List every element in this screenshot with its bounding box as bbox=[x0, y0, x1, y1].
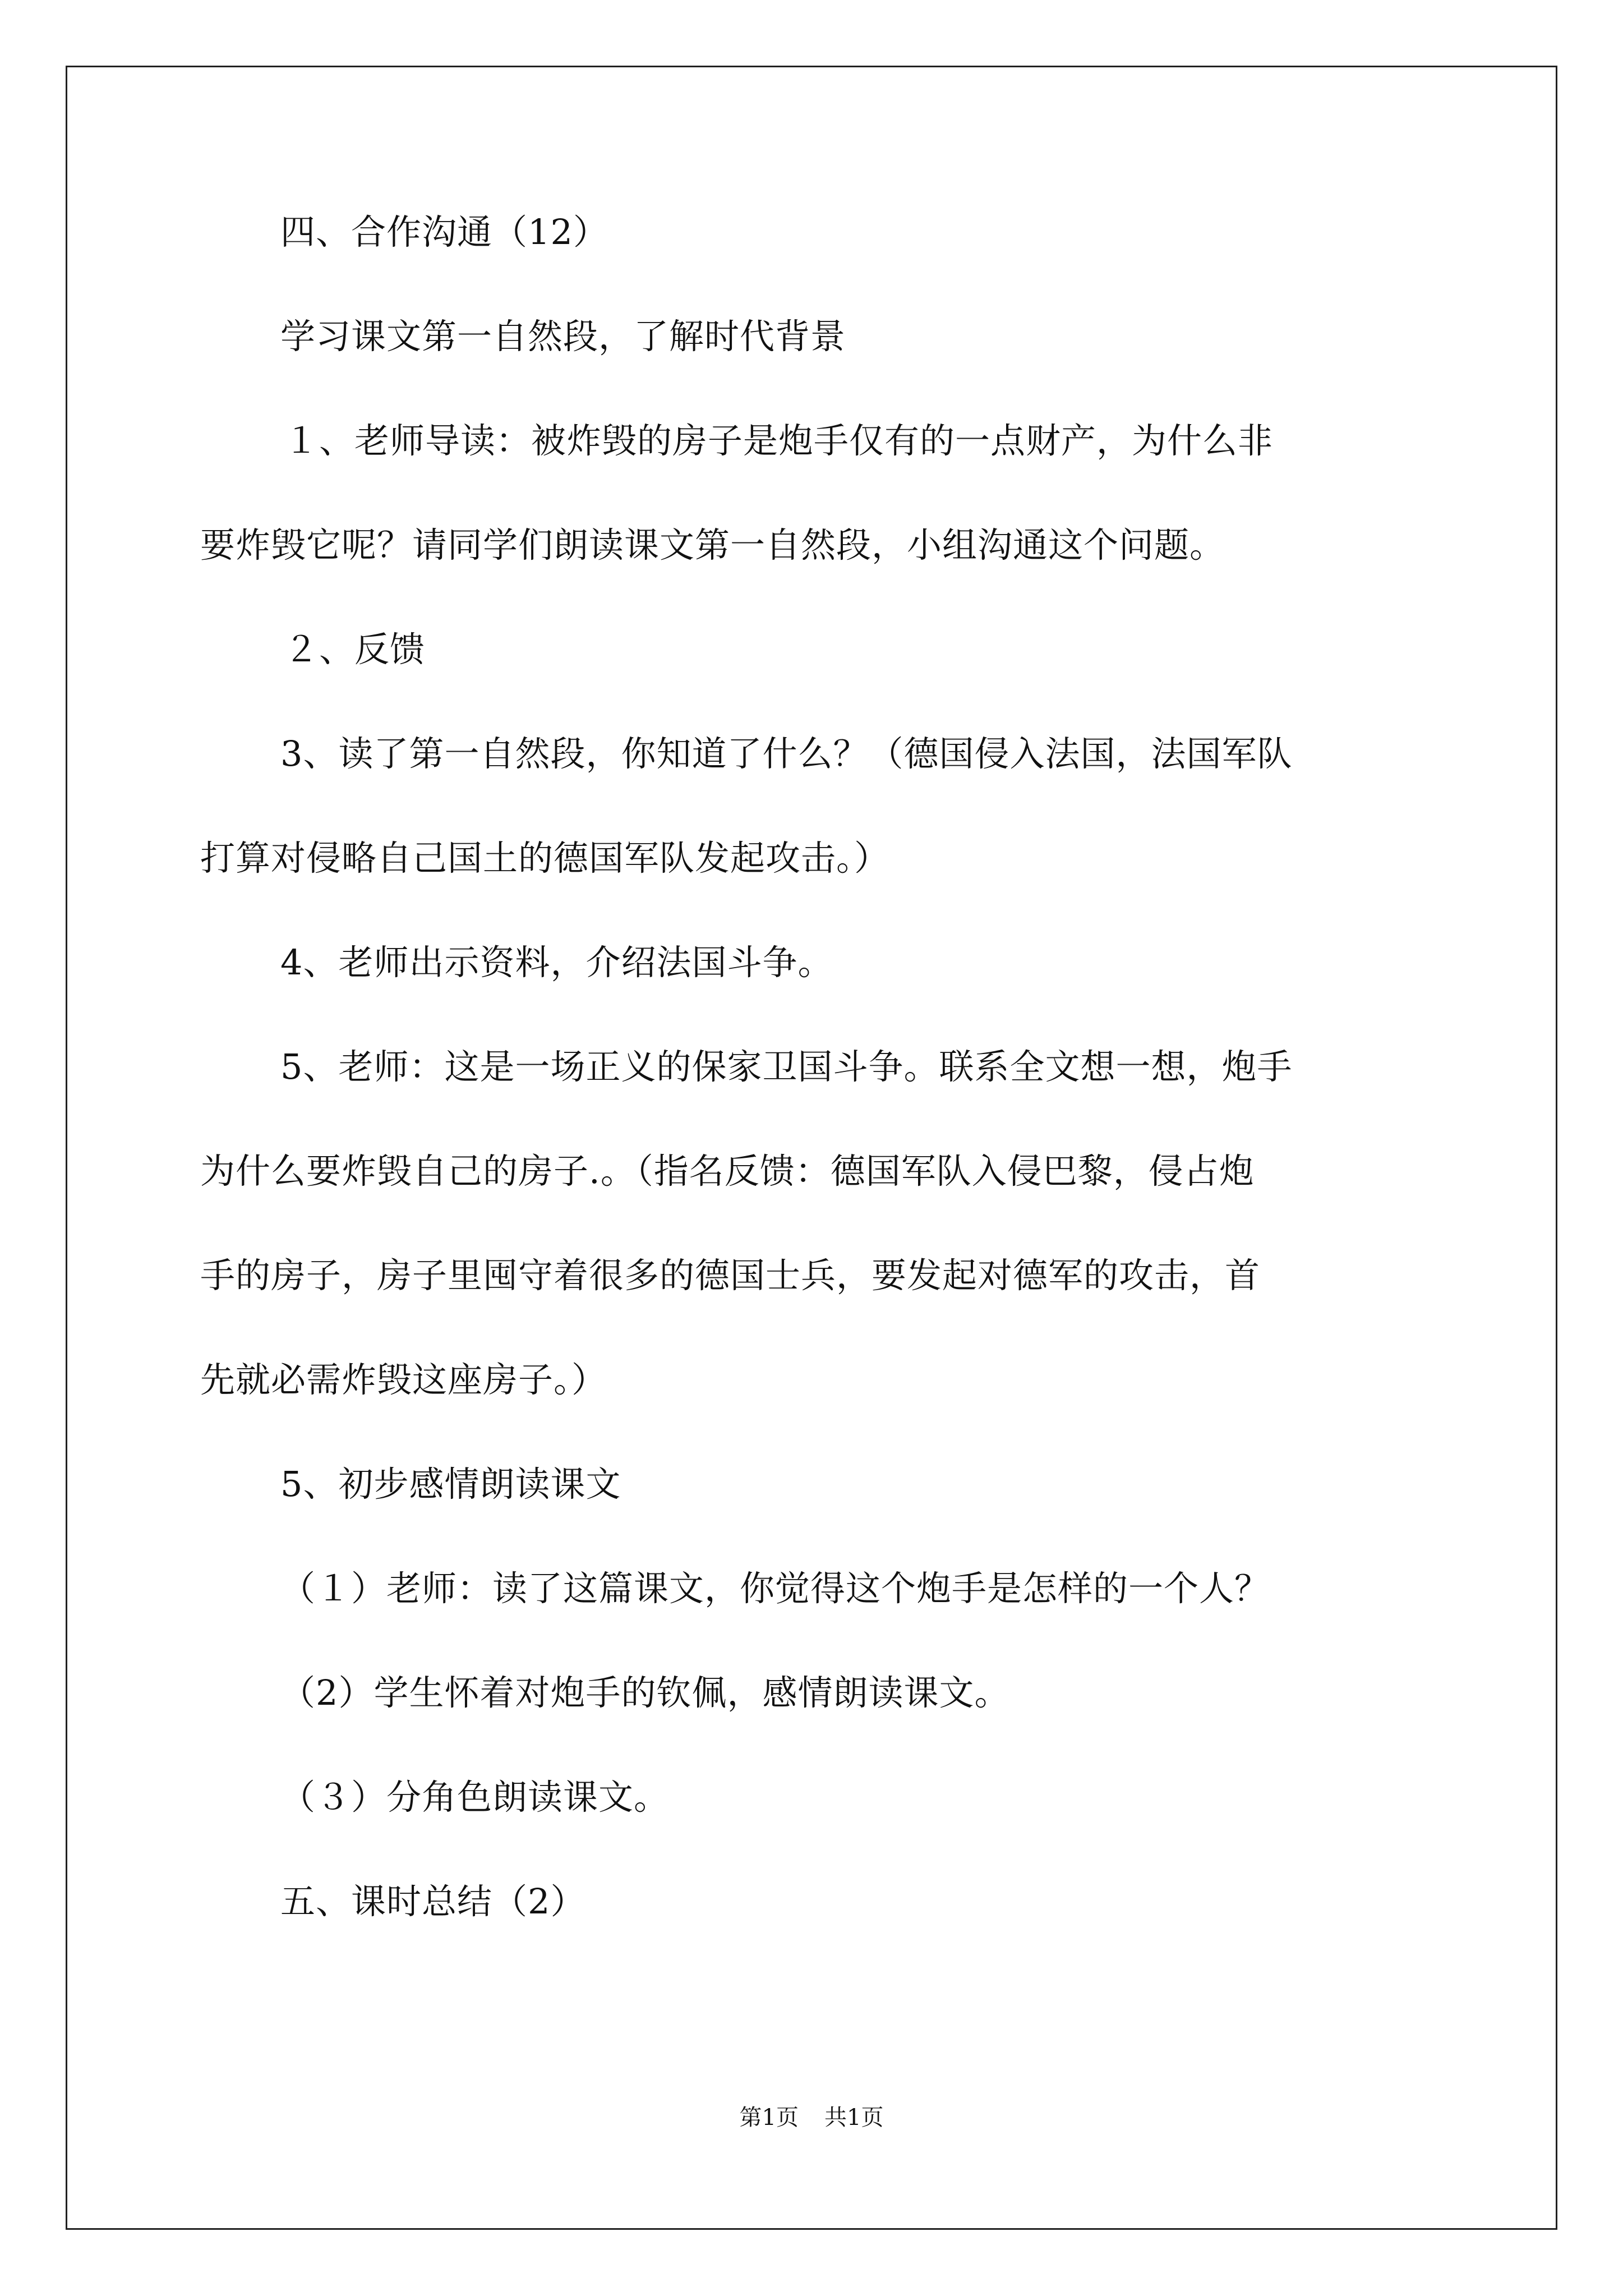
paragraph-line: 要炸毁它呢？请同学们朗读课文第一自然段，小组沟通这个问题。 bbox=[200, 524, 1225, 565]
paragraph-line: 手的房子，房子里囤守着很多的德国士兵，要发起对德军的攻击，首 bbox=[200, 1255, 1261, 1296]
page-footer bbox=[0, 2104, 1623, 2132]
paragraph-line: （１）老师：读了这篇课文，你觉得这个炮手是怎样的一个人？ bbox=[280, 1568, 1270, 1609]
paragraph-line: 5、初步感情朗读课文 bbox=[280, 1464, 621, 1504]
paragraph-line: （３）分角色朗读课文。 bbox=[280, 1777, 670, 1818]
paragraph-line: １、老师导读：被炸毁的房子是炮手仅有的一点财产，为什么非 bbox=[284, 420, 1274, 461]
page-total: 共1页 bbox=[824, 2105, 884, 2131]
paragraph-line: 为什么要炸毁自己的房子.。（指名反馈：德国军队入侵巴黎，侵占炮 bbox=[200, 1151, 1255, 1191]
paragraph-line: 打算对侵略自己国土的德国军队发起攻击。） bbox=[200, 838, 890, 878]
paragraph-line: 4、老师出示资料，介绍法国斗争。 bbox=[280, 942, 833, 983]
section-heading-summary: 五、课时总结（2） bbox=[280, 1881, 586, 1922]
paragraph-line: 5、老师：这是一场正义的保家卫国斗争。联系全文想一想，炮手 bbox=[280, 1046, 1293, 1087]
paragraph-line: （2）学生怀着对炮手的钦佩，感情朗读课文。 bbox=[280, 1672, 1010, 1713]
paragraph-line: ２、反馈 bbox=[284, 629, 426, 670]
paragraph-line: 3、读了第一自然段，你知道了什么？（德国侵入法国，法国军队 bbox=[280, 733, 1293, 774]
section-heading-cooperation: 四、合作沟通（12） bbox=[280, 211, 608, 252]
paragraph-line: 学习课文第一自然段，了解时代背景 bbox=[280, 316, 846, 357]
paragraph-line: 先就必需炸毁这座房子。） bbox=[200, 1359, 607, 1400]
page-number: 第1页 bbox=[739, 2105, 799, 2131]
